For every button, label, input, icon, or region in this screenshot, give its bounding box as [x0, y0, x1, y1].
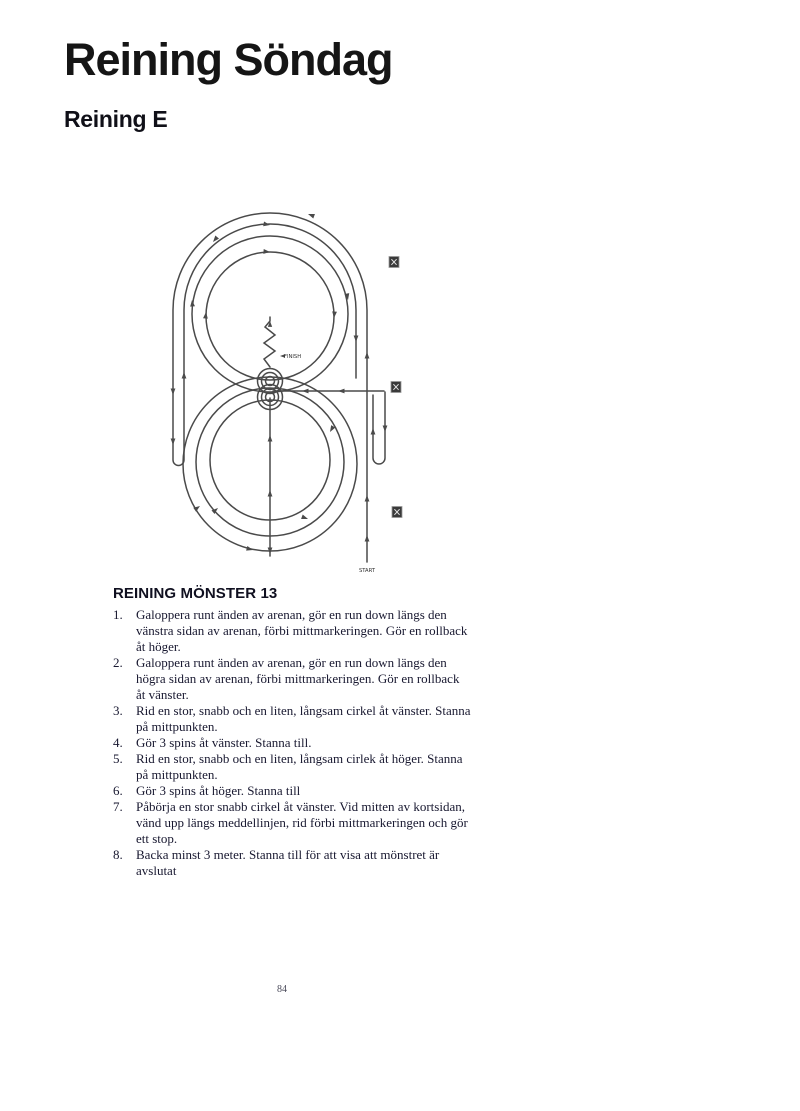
finish-label: FINISH	[284, 354, 302, 360]
step-text: Gör 3 spins åt höger. Stanna till	[136, 783, 301, 798]
pattern-step	[113, 655, 471, 703]
step-number: 7.	[113, 799, 123, 814]
pattern-step	[113, 735, 471, 751]
step-number: 6.	[113, 783, 123, 798]
pattern-step	[113, 751, 471, 783]
pattern-figure	[158, 190, 418, 582]
pattern-step	[113, 607, 471, 655]
page-title: Reining Söndag	[64, 34, 393, 85]
pattern-step	[113, 847, 471, 879]
section-subtitle: Reining E	[64, 106, 168, 132]
pattern-heading: REINING MÖNSTER 13	[113, 585, 278, 602]
step-text: Rid en stor, snabb och en liten, långsam cirkel åt vänster. Stanna på mittpunkten.	[136, 703, 471, 734]
pattern-instructions	[113, 585, 485, 879]
step-number: 4.	[113, 735, 123, 750]
step-text: Galoppera runt änden av arenan, gör en run down längs den vänstra sidan av arenan, förbi mittmarkeringen. Gör en rollback åt höger.	[136, 607, 468, 654]
arena-markers	[389, 257, 402, 518]
page-number: 84	[277, 984, 287, 992]
step-text: Gör 3 spins åt vänster. Stanna till.	[136, 735, 312, 750]
arena-marker-icon	[391, 382, 401, 393]
top-small-circle	[206, 252, 334, 380]
arena-marker-icon	[389, 257, 399, 268]
step-text: Rid en stor, snabb och en liten, långsam cirlek åt höger. Stanna på mittpunkten.	[136, 751, 463, 782]
step-number: 3.	[113, 703, 123, 718]
start-label: START	[358, 568, 376, 574]
step-number: 2.	[113, 655, 123, 670]
step-number: 8.	[113, 847, 123, 862]
arena-marker-icon	[392, 507, 402, 518]
step-text: Påbörja en stor snabb cirkel åt vänster. Vid mitten av kortsidan, vänd upp längs meddellinjen, rid förbi mittmarkeringen och gör ett stop.	[136, 799, 468, 846]
right-rollback-path	[373, 392, 385, 464]
pattern-step	[113, 703, 471, 735]
step-number: 1.	[113, 607, 123, 622]
pattern-track	[173, 213, 385, 562]
step-text: Galoppera runt änden av arenan, gör en run down längs den högra sidan av arenan, förbi mittmarkeringen. Gör en rollback åt vänster.	[136, 655, 460, 702]
pattern-step	[113, 783, 471, 799]
reining-pattern-diagram	[158, 190, 418, 582]
pattern-step-list	[113, 607, 471, 879]
step-text: Backa minst 3 meter. Stanna till för att visa att mönstret är avslutat	[136, 847, 440, 878]
pattern-step	[113, 799, 471, 847]
step-number: 5.	[113, 751, 123, 766]
